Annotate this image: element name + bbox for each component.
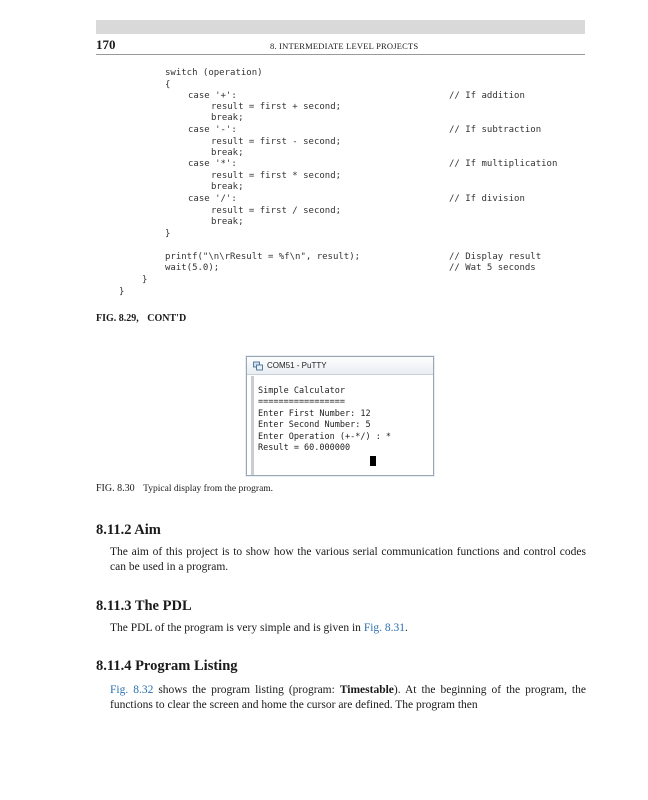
- section-paragraph: [110, 683, 586, 713]
- figure-link[interactable]: Fig. 8.31: [363, 622, 406, 634]
- code-comment: // Wat 5 seconds: [449, 263, 536, 273]
- running-head: 8. INTERMEDIATE LEVEL PROJECTS: [270, 41, 419, 51]
- code-comment: // If subtraction: [449, 125, 542, 135]
- figure-suffix: CONT'D: [147, 313, 187, 324]
- putty-titlebar: [247, 357, 433, 375]
- section-paragraph: The aim of this project is to show how the various serial communication functions and control codes can be used in a program.: [110, 546, 586, 573]
- code-comment: // If division: [449, 194, 525, 204]
- text-run: The PDL of the program is very simple and is given in: [110, 622, 364, 634]
- terminal-line: Enter First Number: 12: [258, 409, 371, 419]
- terminal-line: Simple Calculator: [258, 386, 345, 396]
- top-gray-band: [96, 20, 585, 34]
- figure-caption-8-30: [96, 483, 273, 494]
- text-run: ). At the beginning of the program, the functions to clear the screen and home the cursor are defined. The program then: [110, 684, 586, 711]
- code-comment: // If addition: [449, 91, 525, 101]
- header-rule: [96, 54, 585, 55]
- figure-caption-8-29: [96, 313, 186, 324]
- code-line: case '/':: [188, 194, 237, 204]
- code-line: case '-':: [188, 125, 237, 135]
- terminal-line: Enter Second Number: 5: [258, 420, 371, 430]
- code-line: result = first + second;: [211, 102, 342, 112]
- code-line: break;: [211, 182, 244, 192]
- code-line: {: [165, 80, 171, 90]
- code-comment: // If multiplication: [449, 159, 558, 169]
- program-name: Timestable: [339, 684, 394, 696]
- section-paragraph: [110, 621, 586, 636]
- terminal-line: =================: [258, 397, 345, 407]
- figure-text: Typical display from the program.: [143, 484, 274, 494]
- text-run: .: [405, 622, 408, 634]
- code-line: result = first - second;: [211, 137, 342, 147]
- figure-label: FIG. 8.30: [96, 483, 135, 494]
- code-line: }: [142, 275, 148, 285]
- terminal-line: Result = 60.000000: [258, 443, 351, 453]
- figure-label: FIG. 8.29,: [96, 313, 139, 324]
- text-run: shows the program listing (program:: [153, 684, 340, 696]
- code-line: break;: [211, 113, 244, 123]
- terminal-line: Enter Operation (+-*/) : *: [258, 432, 392, 442]
- code-line: result = first * second;: [211, 171, 342, 181]
- section-heading-pdl: 8.11.3 The PDL: [96, 598, 192, 614]
- code-line: switch (operation): [165, 68, 263, 78]
- terminal-cursor: [370, 456, 376, 466]
- code-line: printf("\n\rResult = %f\n", result);: [165, 252, 361, 262]
- section-heading-program-listing: 8.11.4 Program Listing: [96, 658, 238, 674]
- code-line: case '*':: [188, 159, 237, 169]
- page-number: 170: [96, 37, 116, 52]
- code-line: break;: [211, 217, 244, 227]
- figure-link[interactable]: Fig. 8.32: [110, 684, 154, 696]
- code-line: case '+':: [188, 91, 237, 101]
- code-line: }: [119, 287, 125, 297]
- code-line: result = first / second;: [211, 206, 342, 216]
- code-line: wait(5.0);: [165, 263, 220, 273]
- putty-terminal-icon: [253, 361, 263, 371]
- code-line: break;: [211, 148, 244, 158]
- putty-window: [246, 356, 434, 476]
- code-line: }: [165, 229, 171, 239]
- putty-title: COM51 - PuTTY: [267, 361, 327, 370]
- terminal-screen[interactable]: [251, 376, 433, 475]
- code-comment: // Display result: [449, 252, 542, 262]
- section-heading-aim: 8.11.2 Aim: [96, 522, 161, 538]
